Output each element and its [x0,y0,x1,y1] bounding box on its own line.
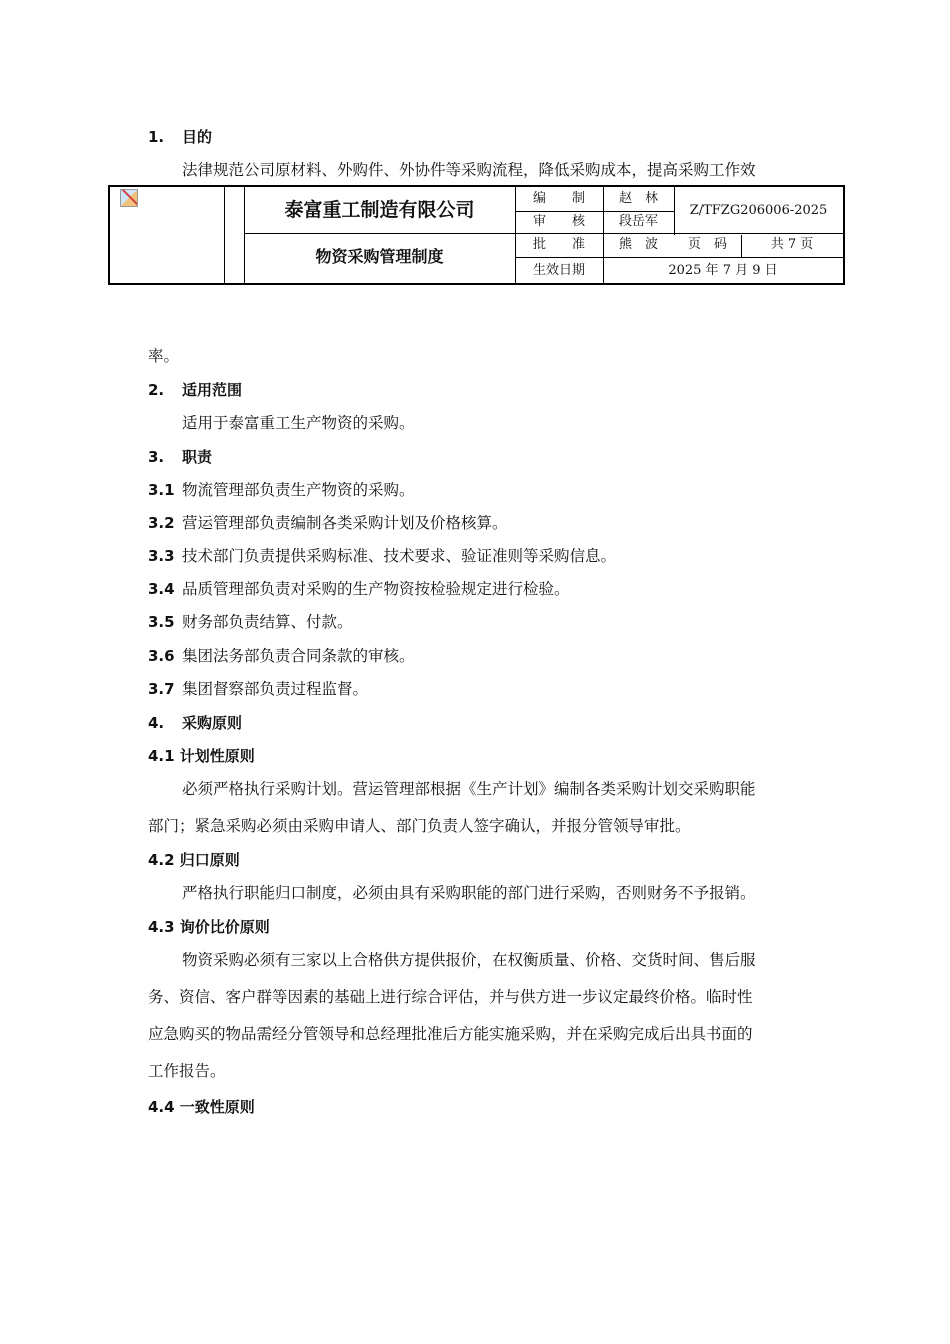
page-total: 共 7 页 [770,237,814,252]
list-item: 3.1 物流管理部负责生产物资的采购。 [148,481,415,499]
document-code: Z/TFZG206006-2025 [689,203,828,218]
section-4-heading: 4. 采购原则 [148,714,243,732]
company-name: 泰富重工制造有限公司 [284,199,475,221]
section-3-heading: 3. 职责 [148,448,213,466]
section-4-3-text-line-1: 物资采购必须有三家以上合格供方提供报价，在权衡质量、价格、交货时间、售后服 [182,951,756,969]
section-4-4-heading: 4.4 一致性原则 [148,1098,255,1116]
list-item: 3.3 技术部门负责提供采购标准、技术要求、验证准则等采购信息。 [148,547,617,565]
section-2-heading: 2. 适用范围 [148,381,243,399]
section-4-3-heading: 4.3 询价比价原则 [148,918,270,936]
section-4-1-text-line-2: 部门；紧急采购必须由采购申请人、部门负责人签字确认，并报分管领导审批。 [148,817,691,835]
document-header-table [108,185,845,285]
list-item: 3.4 品质管理部负责对采购的生产物资按检验规定进行检验。 [148,580,570,598]
list-item: 3.6 集团法务部负责合同条款的审核。 [148,647,415,665]
section-4-3-text-line-4: 工作报告。 [148,1062,226,1080]
document-title: 物资采购管理制度 [315,247,444,266]
label-page: 页 码 [687,237,727,252]
approver-name: 熊 波 [618,237,658,252]
section-1-text-line-1: 法律规范公司原材料、外购件、外协件等采购流程，降低采购成本，提高采购工作效 [182,161,756,179]
label-review: 审 核 [532,214,585,229]
label-compile: 编 制 [532,191,585,206]
list-item: 3.7 集团督察部负责过程监督。 [148,680,369,698]
list-item: 3.5 财务部负责结算、付款。 [148,613,353,631]
compiler-name: 赵 林 [618,191,658,206]
section-4-1-text-line-1: 必须严格执行采购计划。营运管理部根据《生产计划》编制各类采购计划交采购职能 [182,780,756,798]
label-approve: 批 准 [532,237,585,252]
list-item: 3.2 营运管理部负责编制各类采购计划及价格核算。 [148,514,508,532]
company-logo-icon [120,189,138,207]
section-1-text-line-2: 率。 [148,347,180,365]
section-4-2-heading: 4.2 归口原则 [148,851,240,869]
section-1-heading: 1. 目的 [148,128,213,146]
label-effective-date: 生效日期 [532,263,585,278]
reviewer-name: 段岳军 [618,214,658,229]
section-4-2-text-line-1: 严格执行职能归口制度，必须由具有采购职能的部门进行采购，否则财务不予报销。 [182,884,756,902]
section-4-3-text-line-3: 应急购买的物品需经分管领导和总经理批准后方能实施采购，并在采购完成后出具书面的 [148,1025,753,1043]
effective-date: 2025 年 7 月 9 日 [668,263,778,278]
section-2-text: 适用于泰富重工生产物资的采购。 [182,414,415,432]
section-4-1-heading: 4.1 计划性原则 [148,747,255,765]
section-4-3-text-line-2: 务、资信、客户群等因素的基础上进行综合评估，并与供方进一步议定最终价格。临时性 [148,988,753,1006]
